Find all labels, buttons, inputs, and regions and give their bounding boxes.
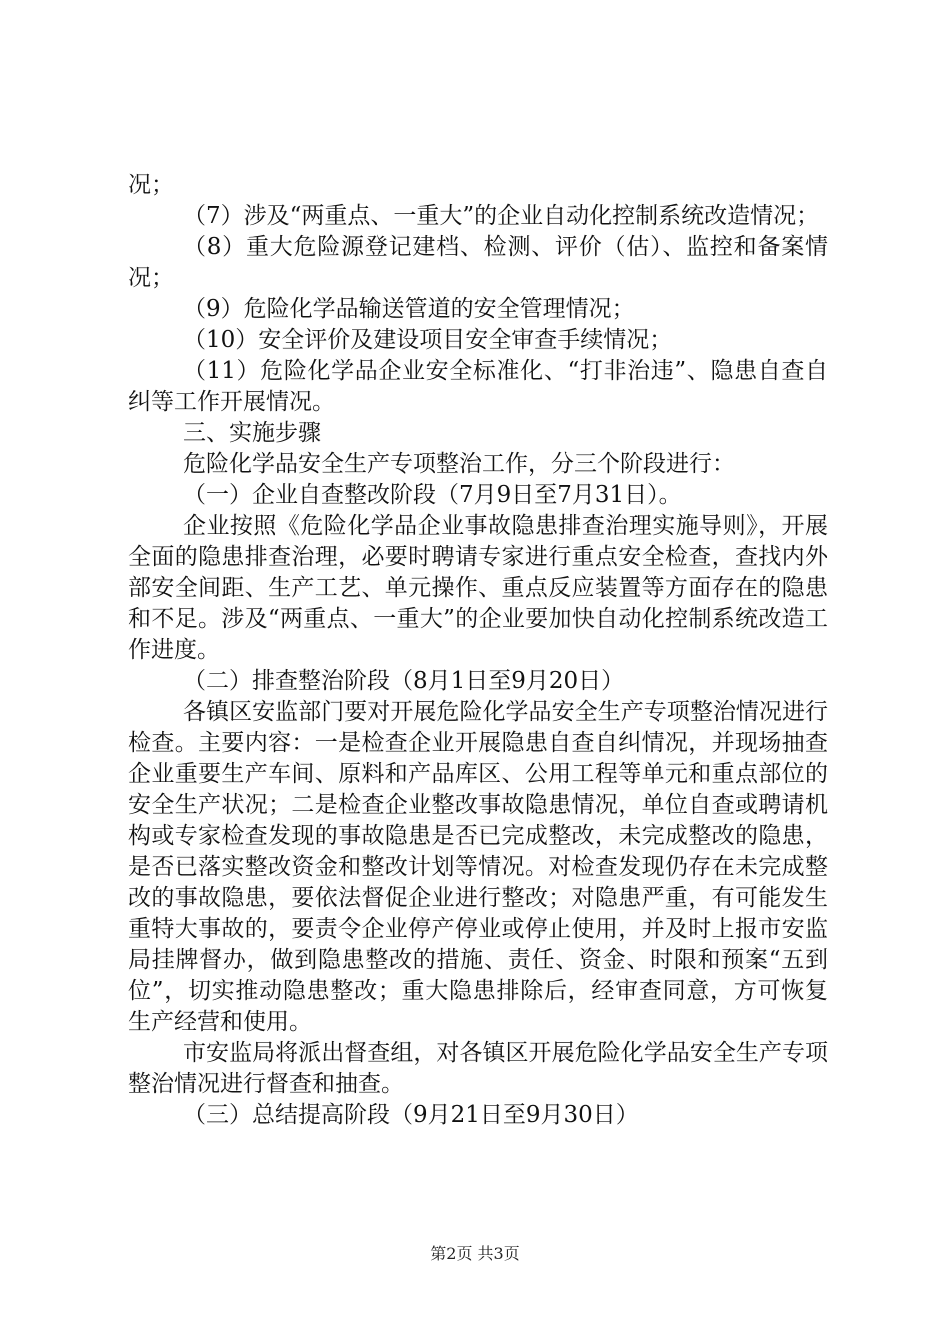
paragraph-11: 各镇区安监部门要对开展危险化学品安全生产专项整治情况进行检查。主要内容：一是检查企业开展隐患自查自纠情况，并现场抽查企业重要生产车间、原料和产品库区、公用工程等单元和重点部位的安全生产状况；二是检查企业整改事故隐患情况，单位自查或聘请机构或专家检查发现的事故隐患是否已完成整改，未完成整改的隐患，是否已落实整改资金和整改计划等情况。对检查发现仍存在未完成整改的事故隐患，要依法督促企业进行整改；对隐患严重，有可能发生重特大事故的，要责令企业停产停业或停止使用，并及时上报市安监局挂牌督办，做到隐患整改的措施、责任、资金、时限和预案“五到位”，切实推动隐患整改；重大隐患排除后，经审查同意，方可恢复生产经营和使用。 — [128, 699, 828, 1035]
paragraph-0: 况； — [128, 172, 174, 198]
paragraph-12: 市安监局将派出督查组，对各镇区开展危险化学品安全生产专项整治情况进行督查和抽查。 — [128, 1040, 828, 1097]
paragraph-7: 危险化学品安全生产专项整治工作，分三个阶段进行： — [183, 451, 735, 477]
stage-heading-2: （二）排查整治阶段（8月1日至9月20日） — [183, 668, 625, 694]
paragraph-4: （10）安全评价及建设项目安全审查手续情况； — [183, 327, 673, 353]
paragraph-2: （8）重大危险源登记建档、检测、评价（估）、监控和备案情况； — [128, 234, 828, 291]
paragraph-5: （11）危险化学品企业安全标准化、“打非治违”、隐患自查自纠等工作开展情况。 — [128, 358, 828, 415]
document-body — [128, 170, 828, 1131]
stage-heading-1: （一）企业自查整改阶段（7月9日至7月31日）。 — [183, 482, 682, 508]
page-number-footer: 第2页 共3页 — [430, 1244, 520, 1263]
paragraph-9: 企业按照《危险化学品企业事故隐患排查治理实施导则》，开展全面的隐患排查治理，必要时聘请专家进行重点安全检查，查找内外部安全间距、生产工艺、单元操作、重点反应装置等方面存在的隐患和不足。涉及“两重点、一重大”的企业要加快自动化控制系统改造工作进度。 — [128, 513, 828, 663]
section-heading: 三、实施步骤 — [183, 420, 321, 446]
stage-heading-3: （三）总结提高阶段（9月21日至9月30日） — [183, 1102, 639, 1128]
paragraph-1: （7）涉及“两重点、一重大”的企业自动化控制系统改造情况； — [183, 203, 820, 229]
paragraph-3: （9）危险化学品输送管道的安全管理情况； — [183, 296, 635, 322]
